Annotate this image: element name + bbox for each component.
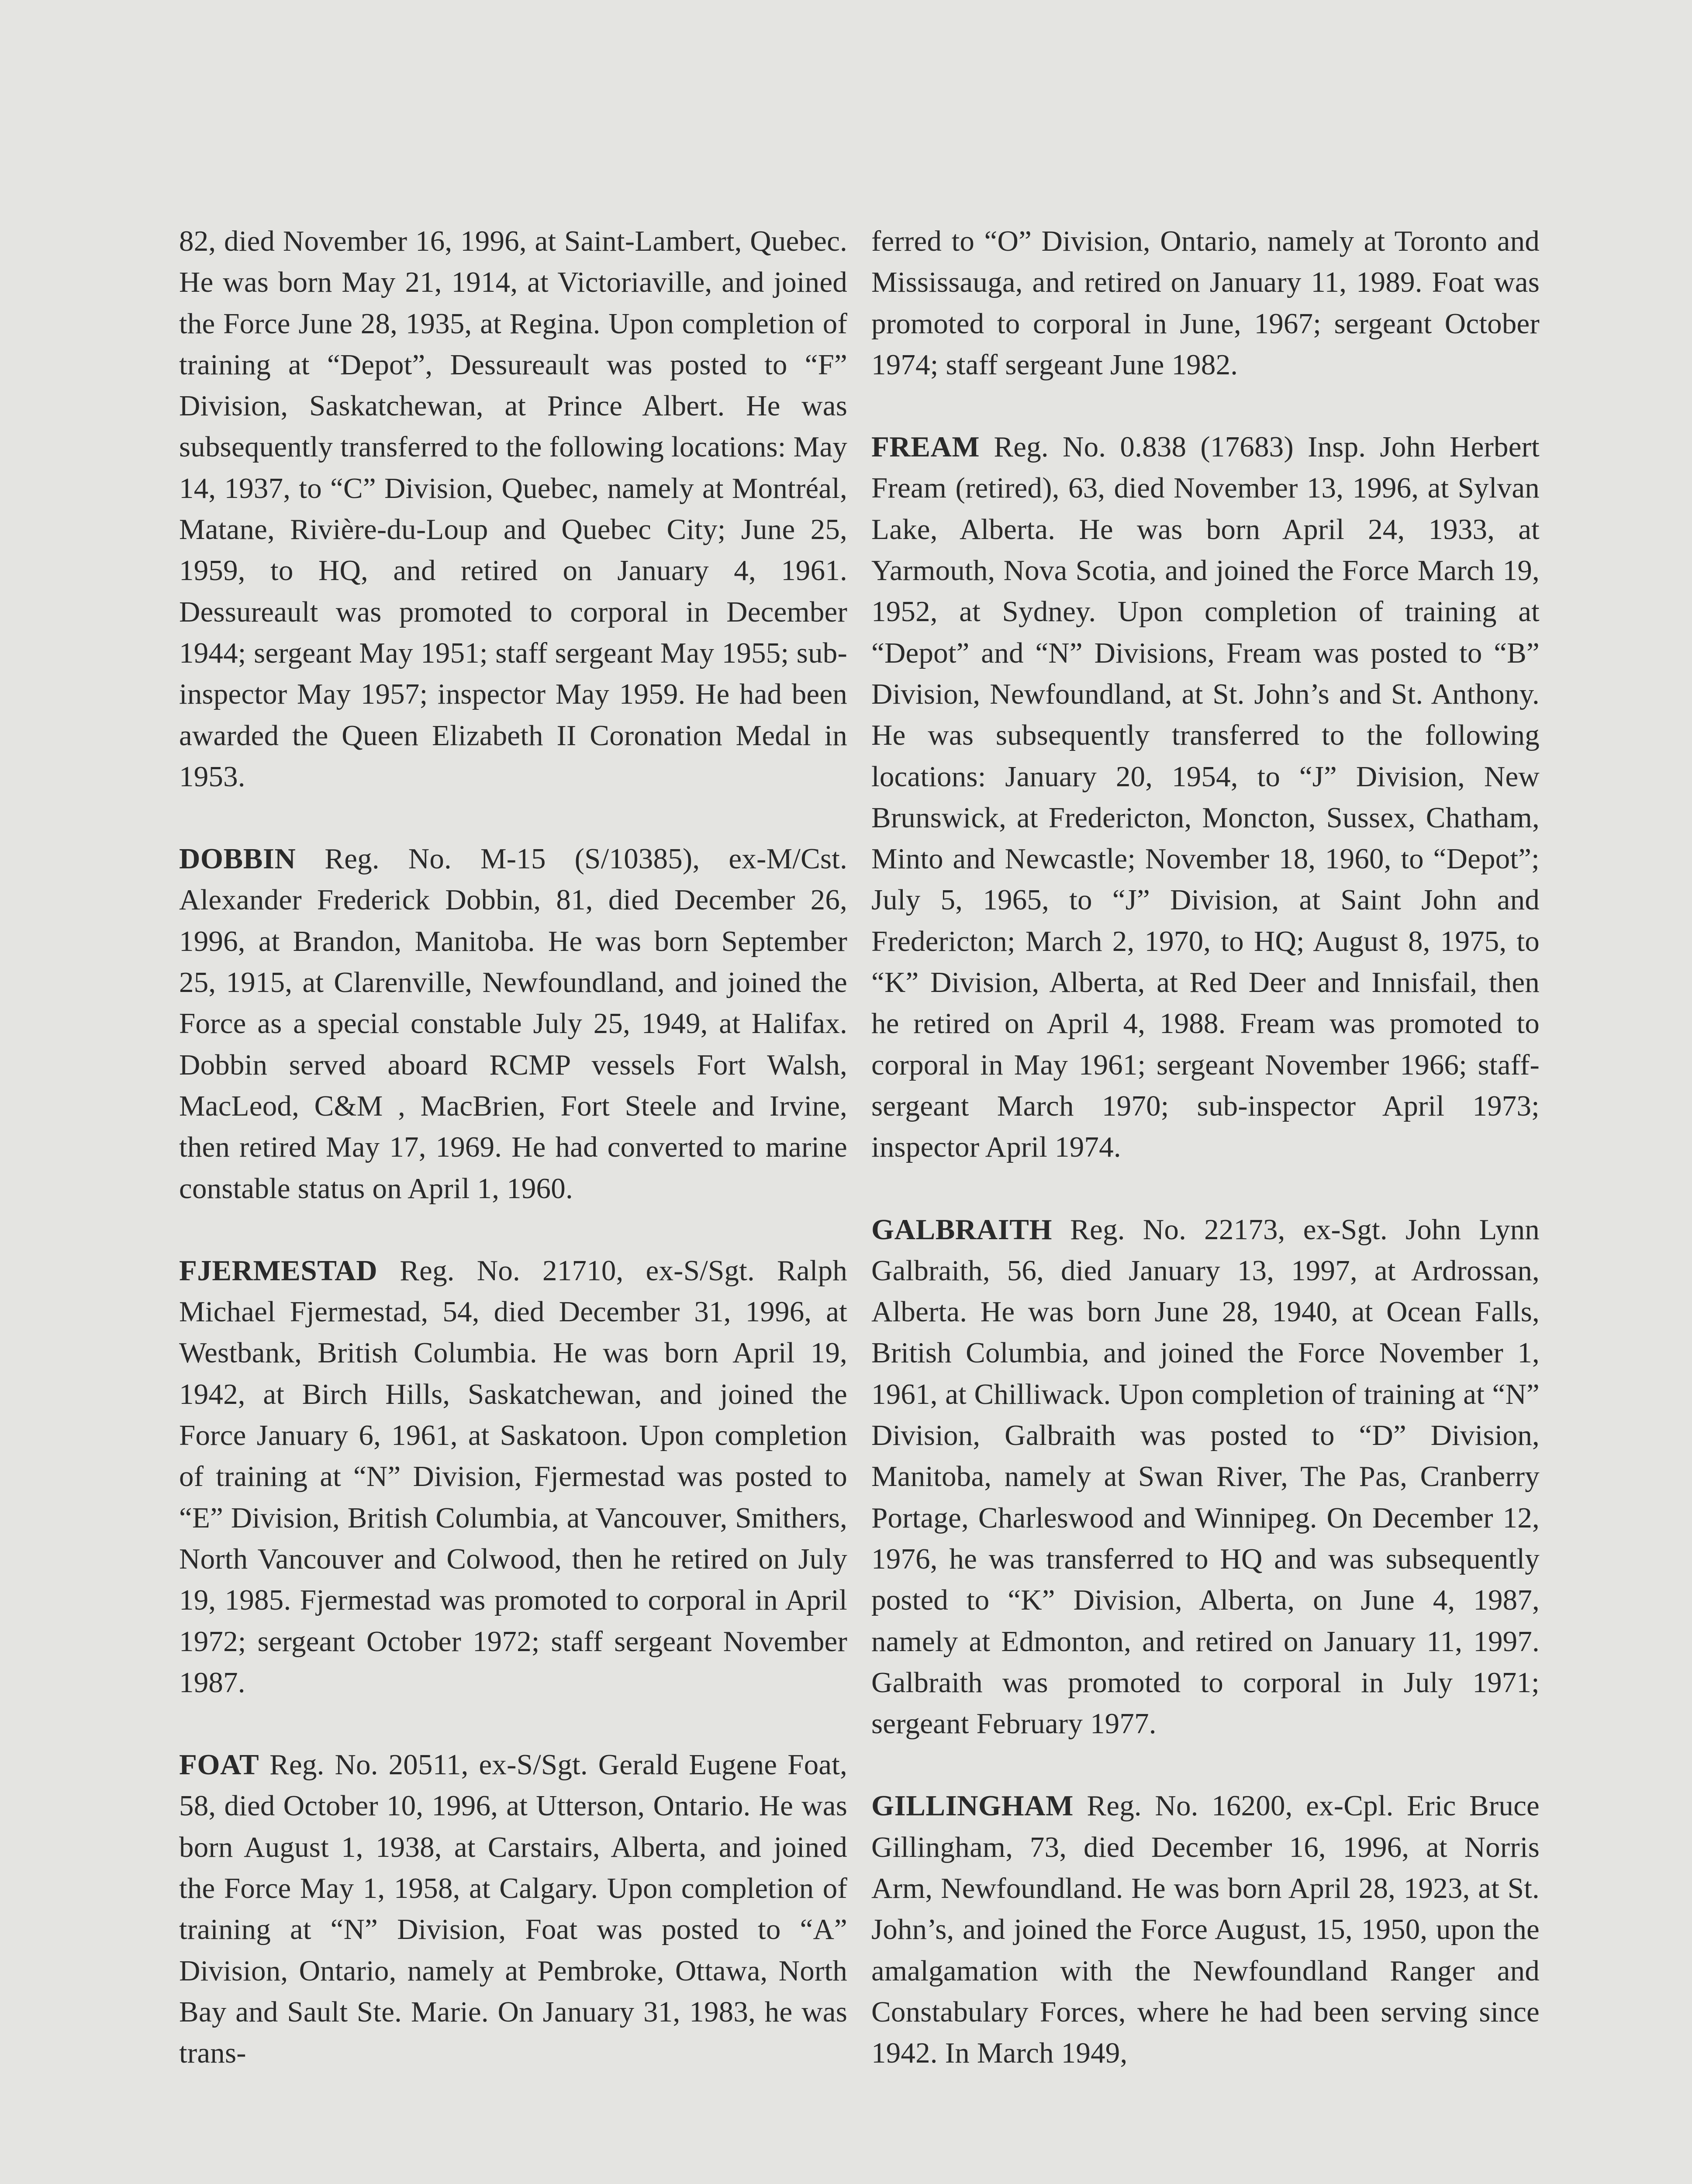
right-column bbox=[871, 221, 1540, 2073]
entry-name: FJERMESTAD bbox=[179, 1254, 378, 1287]
obituary-entry bbox=[179, 221, 847, 797]
entry-name: FREAM bbox=[871, 431, 980, 463]
entry-text: Reg. No. M-15 (S/10385), ex-M/Cst. Alexander Frederick Dobbin, 81, died December 26, 1996, at Brandon, Manitoba. He was born September 25, 1915, at Clarenville, Newfoundland, and joined the Force as a special constable July 25, 1949, at Halifax. Dobbin served aboard RCMP vessels Fort Walsh, MacLeod, C&M , MacBrien, Fort Steele and Irvine, then retired May 17, 1969. He had converted to marine constable status on April 1, 1960. bbox=[179, 843, 847, 1205]
entry-text: Reg. No. 0.838 (17683) Insp. John Herbert Fream (retired), 63, died November 13, 1996, at Sylvan Lake, Alberta. He was born April 24, 1933, at Yarmouth, Nova Scotia, and joined the Force March 19, 1952, at Sydney. Upon completion of training at “Depot” and “N” Divisions, Fream was posted to “B” Division, Newfoundland, at St. John’s and St. Anthony. He was subsequently transferred to the following locations: January 20, 1954, to “J” Division, New Brunswick, at Fredericton, Moncton, Sussex, Chatham, Minto and Newcastle; November 18, 1960, to “Depot”; July 5, 1965, to “J” Division, at Saint John and Fredericton; March 2, 1970, to HQ; August 8, 1975, to “K” Division, Alberta, at Red Deer and Innisfail, then he retired on April 4, 1988. Fream was promoted to corporal in May 1961; sergeant November 1966; staff-sergeant March 1970; sub-inspector April 1973; inspector April 1974. bbox=[871, 431, 1540, 1164]
entry-name: DOBBIN bbox=[179, 843, 296, 875]
entry-text: 82, died November 16, 1996, at Saint-Lambert, Quebec. He was born May 21, 1914, at Victoriaville, and joined the Force June 28, 1935, at Regina. Upon completion of training at “Depot”, Dessureault was posted to “F” Division, Saskatchewan, at Prince Albert. He was subsequently transferred to the following locations: May 14, 1937, to “C” Division, Quebec, namely at Montréal, Matane, Rivière-du-Loup and Quebec City; June 25, 1959, to HQ, and retired on January 4, 1961. Dessureault was promoted to corporal in December 1944; sergeant May 1951; staff sergeant May 1955; sub-inspector May 1957; inspector May 1959. He had been awarded the Queen Elizabeth II Coronation Medal in 1953. bbox=[179, 225, 847, 793]
entry-text: Reg. No. 20511, ex-S/Sgt. Gerald Eugene Foat, 58, died October 10, 1996, at Utterson, Ontario. He was born August 1, 1938, at Carstairs, Alberta, and joined the Force May 1, 1958, at Calgary. Upon completion of training at “N” Division, Foat was posted to “A” Division, Ontario, namely at Pembroke, Ottawa, North Bay and Sault Ste. Marie. On January 31, 1983, he was trans- bbox=[179, 1749, 847, 2070]
entry-text: Reg. No. 22173, ex-Sgt. John Lynn Galbraith, 56, died January 13, 1997, at Ardrossan, Alberta. He was born June 28, 1940, at Ocean Falls, British Columbia, and joined the Force November 1, 1961, at Chilliwack. Upon completion of training at “N” Division, Galbraith was posted to “D” Division, Manitoba, namely at Swan River, The Pas, Cranberry Portage, Charleswood and Winnipeg. On December 12, 1976, he was transferred to HQ and was subsequently posted to “K” Division, Alberta, on June 4, 1987, namely at Edmonton, and retired on January 11, 1997. Galbraith was promoted to corporal in July 1971; sergeant February 1977. bbox=[871, 1213, 1540, 1740]
obituary-entry bbox=[179, 1250, 847, 1703]
entry-name: FOAT bbox=[179, 1749, 259, 1781]
obituary-entry bbox=[871, 1785, 1540, 2073]
obituary-entry bbox=[871, 221, 1540, 385]
entry-text: Reg. No. 16200, ex-Cpl. Eric Bruce Gillingham, 73, died December 16, 1996, at Norris Arm, Newfoundland. He was born April 28, 1923, at St. John’s, and joined the Force August, 15, 1950, upon the amalgamation with the Newfoundland Ranger and Constabulary Forces, where he had been serving since 1942. In March 1949, bbox=[871, 1790, 1540, 2070]
obituary-entry bbox=[179, 838, 847, 1209]
entry-name: GALBRAITH bbox=[871, 1213, 1053, 1246]
left-column bbox=[179, 221, 847, 2073]
obituary-entry bbox=[871, 1209, 1540, 1745]
entry-text: ferred to “O” Division, Ontario, namely at Toronto and Mississauga, and retired on January 11, 1989. Foat was promoted to corporal in June, 1967; sergeant October 1974; staff sergeant June 1982. bbox=[871, 225, 1540, 381]
entry-name: GILLINGHAM bbox=[871, 1790, 1074, 1822]
entry-text: Reg. No. 21710, ex-S/Sgt. Ralph Michael Fjermestad, 54, died December 31, 1996, at Westbank, British Columbia. He was born April 19, 1942, at Birch Hills, Saskatchewan, and joined the Force January 6, 1961, at Saskatoon. Upon completion of training at “N” Division, Fjermestad was posted to “E” Division, British Columbia, at Vancouver, Smithers, North Vancouver and Colwood, then he retired on July 19, 1985. Fjermestad was promoted to corporal in April 1972; sergeant October 1972; staff sergeant November 1987. bbox=[179, 1254, 847, 1699]
obituary-entry bbox=[179, 1744, 847, 2073]
obituary-entry bbox=[871, 426, 1540, 1168]
